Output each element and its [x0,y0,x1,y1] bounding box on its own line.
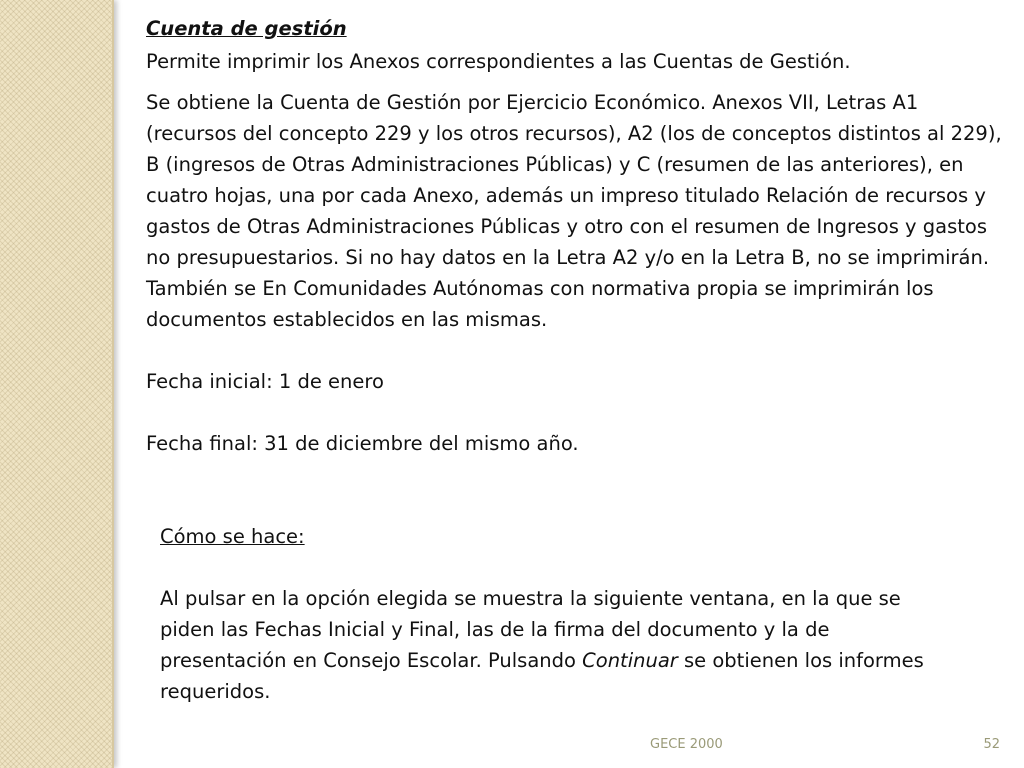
footer-label: GECE 2000 [650,737,723,752]
intro-paragraph: Permite imprimir los Anexos correspondientes a las Cuentas de Gestión. [146,50,851,73]
how-to-text-after: se obtienen los informes requeridos. [160,649,924,703]
decorative-side-band [0,0,114,768]
slide-content [146,14,1012,459]
start-date-text: Fecha inicial: 1 de enero [146,370,384,393]
section-heading: Cuenta de gestión [146,17,347,40]
page-number: 52 [983,737,1000,752]
end-date-text: Fecha final: 31 de diciembre del mismo año. [146,432,579,455]
continue-emphasis: Continuar [582,649,678,672]
how-to-text-before: Al pulsar en la opción elegida se muestra la siguiente ventana, en la que se piden las Fechas Inicial y Final, las de la firma del documento y la de presentación en Consejo Escolar. Pulsando [160,587,901,672]
how-to-heading: Cómo se hace: [160,525,305,548]
how-to-paragraph [160,583,960,707]
how-to-section [160,521,960,707]
description-paragraph: Se obtiene la Cuenta de Gestión por Ejercicio Económico. Anexos VII, Letras A1 (recursos del concepto 229 y los otros recursos), A2 (los de conceptos distintos al 229), B (ingresos de Otras Administraciones Públicas) y C (resumen de las anteriores), en cuatro hojas, una por cada Anexo, además un impreso titulado Relación de recursos y gastos de Otras Administraciones Públicas y otro con el resumen de Ingresos y gastos no presupuestarios. Si no hay datos en la Letra A2 y/o en la Letra B, no se imprimirán. También se En Comunidades Autónomas con normativa propia se imprimirán los documentos establecidos en las mismas. [146,91,1002,331]
